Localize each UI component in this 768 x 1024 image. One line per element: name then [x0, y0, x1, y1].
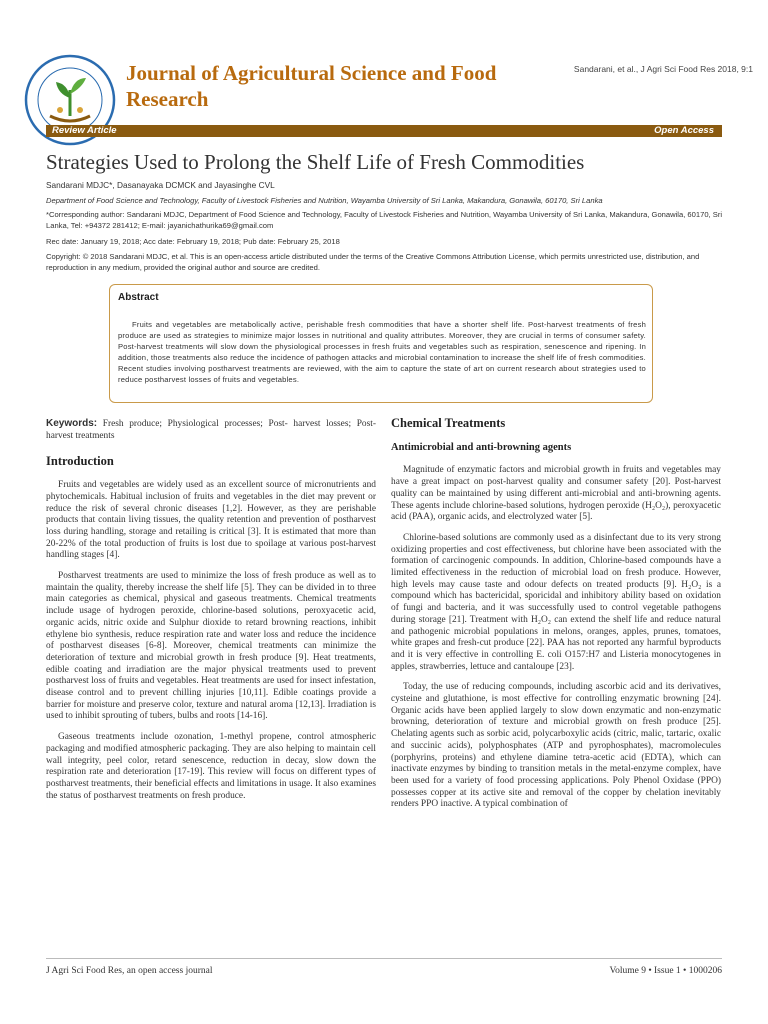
- abstract-heading: Abstract: [118, 292, 159, 303]
- antimicrobial-subheading: Antimicrobial and anti-browning agents: [391, 441, 572, 453]
- right-column: [391, 418, 721, 820]
- introduction-paragraph: Postharvest treatments are used to minimize the loss of fresh produce as well as to maintain the quality, thereby increase the shelf life [5]. They can be divided in to three main categories as chemical, physical and gaseous treatments. Chemical treatments include usage of hydrogen peroxide, chlorine-based solutions, peroxyacetic acid, organic acids, nitric oxide and Sulphur dioxide to retard browning reactions, inhibit ethylene bio synthesis, reduce respiration rate and water loss and reduce the incidence of postharvest diseases [6-8]. Moreover, chemical treatments can minimize the deterioration of texture and microbial growth in fresh produce [9]. Heat treatments, edible coating and irradiation are the major physical treatments used to prevent postharvest loss of fruits and vegetables. Heat treatments are used for insect infestation, disease control and to prevent chilling injuries [10,11]. Edible coatings provide a barrier for moisture and preserve color, texture and natural aroma [12,13]. Irradiation is used to inhibit sprouting of tubers, bulbs and roots [14-16].: [46, 571, 376, 722]
- footer-volume: Volume 9 • Issue 1 • 1000206: [609, 966, 722, 976]
- introduction-paragraph: Gaseous treatments include ozonation, 1-methyl propene, control atmospheric packaging and modified atmospheric packaging. They are also helping to maintain cell wall integrity, peel color, retard senescence, reduction in decay, slow down the respiration rate and deterioration [17-19]. This review will focus on different types of postharvest treatments, their beneficial effects and limitations in usage. It also examines the status of postharvest treatments on fresh produce.: [46, 732, 376, 801]
- abstract-text: Fruits and vegetables are metabolically active, perishable fresh commodities that have a shorter shelf life. Post-harvest treatments of fresh produce are used as strategies to minimize major losses in nutritional and quality attributes. Moreover, they are crucial in terms of consumer safety. Post-harvest treatments will slow down the physiological processes in fresh fruits and vegetables such as respiration, senescence and ripening. In addition, those treatments also reduce the incidence of pathogen attacks and microbial contamination to increase the shelf life of fresh commodities. Recent studies involving postharvest treatments are reviewed, with the aim to capture the state of art on current research about strategies used to reduce postharvest losses of fruits and vegetables.: [118, 320, 646, 384]
- journal-title: Journal of Agricultural Science and Food Research: [126, 61, 497, 111]
- authors: Sandarani MDJC*, Dasanayaka DCMCK and Jayasinghe CVL: [46, 180, 275, 190]
- keywords: [46, 418, 376, 442]
- chemical-paragraph: Chlorine-based solutions are commonly used as a disinfectant due to its very strong oxidizing properties and cost effectiveness, but chlorine have been associated with the formation of carcinogenic compounds. In addition, Chlorine-based compounds have a limited effectiveness in the reduction of microbial load on fresh produce. However, high levels may cause taste and odour defects on treated products [9]. H₂O₂ is a compound which has bactericidal, sporicidal and inhibitory ability based on oxidation of fungi and bacteria, and it was successfully used to control vegetable pathogens during storage [21]. Treatment with H₂O₂ can extend the shelf life and reduce natural and pathogenic microbial populations in melons, oranges, apples, prunes, tomatoes, white grapes and fresh-cut produce [22]. PAA has not reported any harmful byproducts and it is very effective in controlling E. coli O157:H7 and Listeria monocytogenes in apples, strawberries, lettuce and cantaloupe [23].: [391, 532, 721, 672]
- article-title: Strategies Used to Prolong the Shelf Life of Fresh Commodities: [46, 150, 585, 174]
- article-type-bar: [46, 125, 722, 137]
- introduction-heading: Introduction: [46, 454, 114, 469]
- keywords-text: Fresh produce; Physiological processes; Post- harvest losses; Post-harvest treatments: [46, 419, 376, 441]
- left-column: [46, 418, 376, 811]
- footer-journal: J Agri Sci Food Res, an open access journal: [46, 966, 213, 976]
- introduction-paragraph: Fruits and vegetables are widely used as an excellent source of micronutrients and phytochemicals. Habitual inclusion of fruits and vegetables in the diet may prevent or reduce the risk of several chronic diseases [1,2]. However, as they are perishable products that contain living tissues, the quality retention and prevention of postharvest loss during handling, storage and retailing is critical [3]. It is estimated that more than 20-22% of the total production of fruits is lost due to spoilage at various post-harvest handling stages [4].: [46, 480, 376, 561]
- footer-divider: [46, 958, 722, 959]
- article-type-label: Review Article: [52, 125, 117, 136]
- corresponding-author: *Corresponding author: Sandarani MDJC, Department of Food Science and Technology, Faculty of Livestock Fisheries and Nutrition, Wayamba University of Sri Lanka, Makandura, Gonawila, 60170, Sri Lanka, Tel: +94372 281412; E-mail: jayanichathurika69@gmail.com: [46, 210, 723, 230]
- chemical-treatments-heading: Chemical Treatments: [391, 416, 506, 430]
- keywords-label: Keywords:: [46, 418, 98, 429]
- chemical-paragraph: Magnitude of enzymatic factors and microbial growth in fruits and vegetables may have a great impact on post-harvest quality and consumer safety [20]. Post-harvest quality can be maintained by using different anti-microbial and anti-browning agents. These agents include chlorine-based solutions, hydrogen peroxide (H₂O₂), peroxyacetic acid (PAA), organic acids, and electrolyzed water [5].: [391, 465, 721, 523]
- chemical-paragraph: Today, the use of reducing compounds, including ascorbic acid and its derivatives, cysteine and glutathione, is most effective for controlling enzymatic browning [24]. Organic acids have been applied largely to slow down enzymatic and non-enzymatic browning, deterioration of texture and microbial growth on fresh produce [25]. Chelating agents such as sorbic acid, polycarboxylic acids (citric, malic, tartaric, oxalic and succinic acids), polyphosphates (ATP and pyrophosphates), macromolecules (porphyrins, proteins) and ethylene diamine tetra-acetic acid (EDTA), which can inactivate enzymes by binding to transition metals in the metal-enzyme complex, have been used for a variety of food processing applications. Poly Phenol Oxidase (PPO) possesses copper at its active site and removal of the copper by chelation inevitably renders PPO inactive. A typical combination of: [391, 682, 721, 810]
- affiliation: Department of Food Science and Technology, Faculty of Livestock Fisheries and Nutrition, Wayamba University of Sri Lanka, Makandura, Gonawila, 60170, Sri Lanka: [46, 196, 603, 205]
- header-citation: Sandarani, et al., J Agri Sci Food Res 2018, 9:1: [573, 64, 753, 74]
- copyright-notice: Copyright: © 2018 Sandarani MDJC, et al. This is an open-access article distributed under the terms of the Creative Commons Attribution License, which permits unrestricted use, distribution, and reproduction in any medium, provided the original author and source are credited.: [46, 252, 700, 272]
- open-access-label: Open Access: [654, 125, 714, 136]
- article-dates: Rec date: January 19, 2018; Acc date: February 19, 2018; Pub date: February 25, 2018: [46, 237, 340, 246]
- abstract-box: [109, 284, 653, 403]
